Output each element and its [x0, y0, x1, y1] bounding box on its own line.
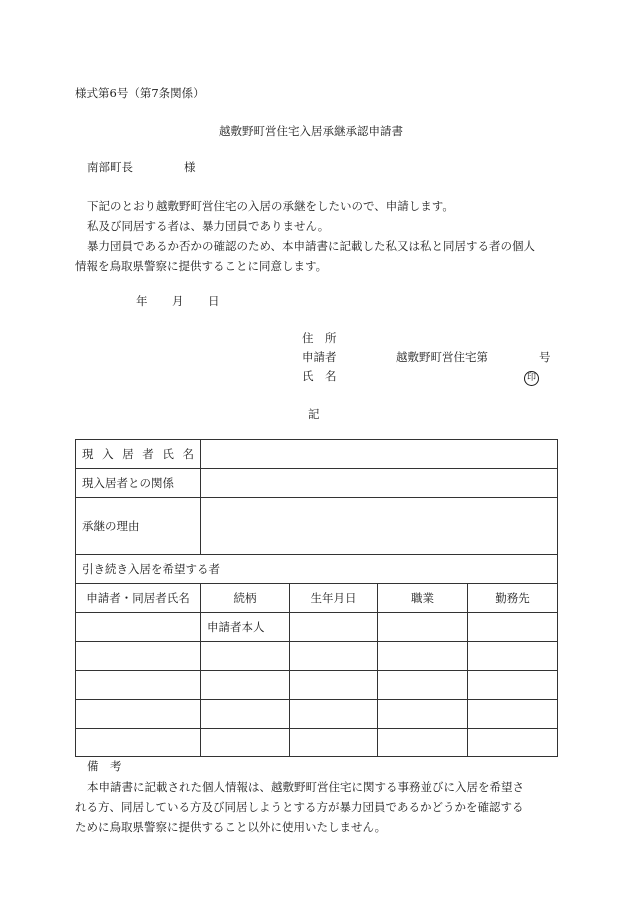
col-header-occupation: 職業 — [378, 584, 468, 613]
member-occupation-cell[interactable] — [378, 729, 468, 757]
col-header-birthdate: 生年月日 — [290, 584, 378, 613]
note-heading: 記 — [308, 407, 320, 421]
member-relation-cell[interactable] — [201, 642, 290, 671]
addressee-honorific: 様 — [184, 160, 196, 174]
member-relation-cell[interactable] — [201, 700, 290, 729]
member-name-cell[interactable] — [76, 642, 201, 671]
table-row — [76, 700, 558, 729]
member-birthdate-cell[interactable] — [290, 700, 378, 729]
applicant-label: 申請者 — [302, 350, 337, 364]
member-occupation-cell[interactable] — [378, 613, 468, 642]
remarks-line-3: ために鳥取県警察に提供すること以外に使用いたしません。 — [75, 820, 387, 834]
relation-label — [76, 469, 201, 498]
relation-text: 現入居者との関係 — [82, 476, 174, 490]
reason-label — [76, 498, 201, 555]
member-birthdate-cell[interactable] — [290, 613, 378, 642]
reason-text: 承継の理由 — [82, 519, 140, 533]
member-name-cell[interactable] — [76, 613, 201, 642]
statement-line-3: 暴力団員であるか否かの確認のため、本申請書に記載した私又は私と同居する者の個人 — [87, 239, 536, 253]
member-relation-cell[interactable] — [201, 671, 290, 700]
table-row — [76, 729, 558, 757]
current-resident-name-label — [76, 440, 201, 469]
member-workplace-cell[interactable] — [468, 642, 558, 671]
remarks-line-2: れる方、同居している方及び同居しようとする方が暴力団員であるかどうかを確認する — [75, 800, 524, 814]
reason-field[interactable] — [201, 498, 558, 555]
addressee: 南部町長 — [87, 160, 133, 174]
date-year: 年 — [136, 294, 148, 308]
continue-heading: 引き続き入居を希望する者 — [76, 555, 558, 584]
document-title: 越敷野町営住宅入居承継承認申請書 — [219, 124, 403, 138]
statement-line-1: 下記のとおり越敷野町営住宅の入居の承継をしたいので、申請します。 — [87, 199, 454, 213]
member-workplace-cell[interactable] — [468, 700, 558, 729]
housing-name: 越敷野町営住宅第 — [396, 350, 488, 364]
table-row — [76, 642, 558, 671]
member-occupation-cell[interactable] — [378, 671, 468, 700]
table-row — [76, 671, 558, 700]
member-occupation-cell[interactable] — [378, 700, 468, 729]
remarks-heading: 備 考 — [87, 759, 122, 773]
col-header-workplace: 勤務先 — [468, 584, 558, 613]
housing-number-suffix: 号 — [539, 350, 551, 364]
member-birthdate-cell[interactable] — [290, 729, 378, 757]
member-relation-cell[interactable] — [201, 729, 290, 757]
table-row — [76, 613, 558, 642]
relation-field[interactable] — [201, 469, 558, 498]
date-month: 月 — [172, 294, 184, 308]
member-birthdate-cell[interactable] — [290, 671, 378, 700]
form-number: 様式第6号（第7条関係） — [75, 86, 205, 100]
col-header-relation: 続柄 — [201, 584, 290, 613]
current-resident-name-field[interactable] — [201, 440, 558, 469]
member-name-cell[interactable] — [76, 700, 201, 729]
member-birthdate-cell[interactable] — [290, 642, 378, 671]
member-name-cell[interactable] — [76, 729, 201, 757]
col-header-name: 申請者・同居者氏名 — [76, 584, 201, 613]
statement-line-2: 私及び同居する者は、暴力団員でありません。 — [87, 219, 330, 233]
member-occupation-cell[interactable] — [378, 642, 468, 671]
member-workplace-cell[interactable] — [468, 613, 558, 642]
date-day: 日 — [208, 294, 220, 308]
statement-line-4: 情報を鳥取県警察に提供することに同意します。 — [75, 259, 328, 273]
member-workplace-cell[interactable] — [468, 671, 558, 700]
application-table — [75, 439, 558, 757]
current-resident-name-text: 現 入 居 者 氏 名 — [82, 447, 194, 461]
member-relation-cell: 申請者本人 — [201, 613, 290, 642]
member-workplace-cell[interactable] — [468, 729, 558, 757]
name-label: 氏 名 — [302, 369, 337, 383]
address-label: 住 所 — [302, 331, 337, 345]
remarks-line-1: 本申請書に記載された個人情報は、越敷野町営住宅に関する事務並びに入居を希望さ — [87, 780, 524, 794]
seal-mark: 印 — [524, 369, 539, 386]
member-name-cell[interactable] — [76, 671, 201, 700]
